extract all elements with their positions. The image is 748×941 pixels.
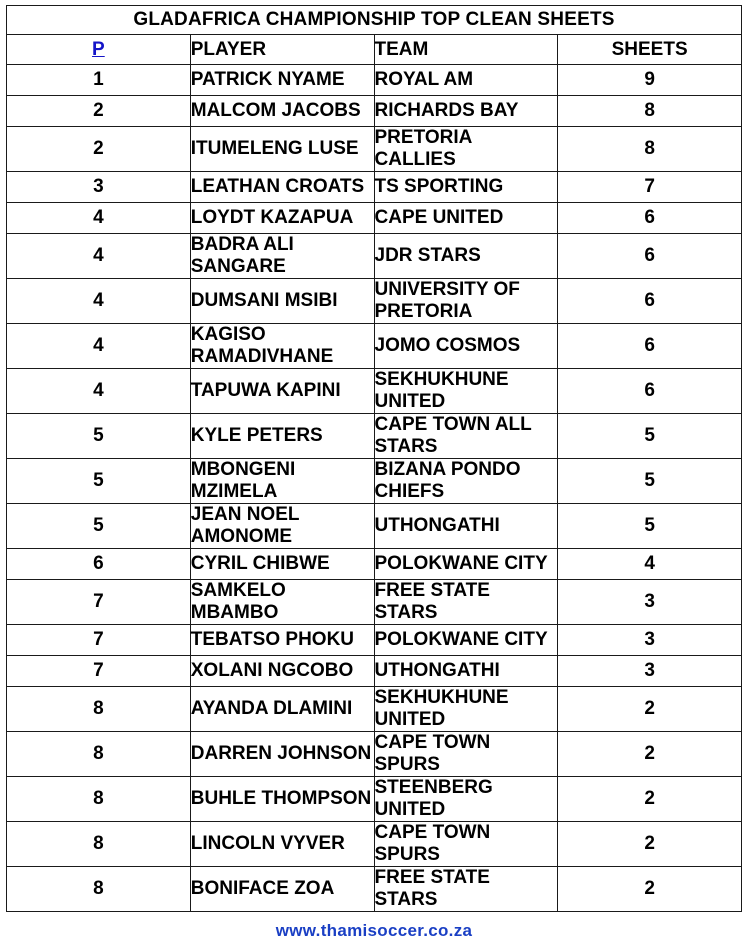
cell-player: TEBATSO PHOKU <box>190 625 374 656</box>
table-row <box>7 822 742 867</box>
cell-sheets: 6 <box>558 279 742 324</box>
table-row <box>7 127 742 172</box>
cell-player: DUMSANI MSIBI <box>190 279 374 324</box>
cell-team: RICHARDS BAY <box>374 96 558 127</box>
cell-position: 3 <box>7 172 191 203</box>
cell-team: CAPE TOWN SPURS <box>374 822 558 867</box>
table-row <box>7 96 742 127</box>
cell-team: UNIVERSITY OF PRETORIA <box>374 279 558 324</box>
page-title: GLADAFRICA CHAMPIONSHIP TOP CLEAN SHEETS <box>7 6 742 35</box>
cell-player: CYRIL CHIBWE <box>190 549 374 580</box>
table-row <box>7 324 742 369</box>
cell-sheets: 6 <box>558 369 742 414</box>
column-header-player: PLAYER <box>190 35 374 65</box>
column-header-team: TEAM <box>374 35 558 65</box>
cell-player: KAGISO RAMADIVHANE <box>190 324 374 369</box>
column-header-position-label: P <box>92 38 105 60</box>
cell-position: 4 <box>7 369 191 414</box>
cell-sheets: 2 <box>558 822 742 867</box>
cell-sheets: 2 <box>558 777 742 822</box>
cell-team: ROYAL AM <box>374 65 558 96</box>
cell-player: PATRICK NYAME <box>190 65 374 96</box>
cell-sheets: 5 <box>558 414 742 459</box>
cell-team: POLOKWANE CITY <box>374 549 558 580</box>
cell-player: BONIFACE ZOA <box>190 867 374 912</box>
source-website-label: www.thamisoccer.co.za <box>275 921 473 940</box>
header-row <box>7 35 742 65</box>
cell-team: CAPE UNITED <box>374 203 558 234</box>
cell-team: POLOKWANE CITY <box>374 625 558 656</box>
cell-player: LOYDT KAZAPUA <box>190 203 374 234</box>
cell-team: CAPE TOWN SPURS <box>374 732 558 777</box>
table-row <box>7 549 742 580</box>
cell-position: 5 <box>7 459 191 504</box>
cell-team: SEKHUKHUNE UNITED <box>374 687 558 732</box>
column-header-position <box>7 35 191 65</box>
cell-position: 4 <box>7 234 191 279</box>
cell-team: PRETORIA CALLIES <box>374 127 558 172</box>
cell-team: FREE STATE STARS <box>374 580 558 625</box>
cell-sheets: 2 <box>558 687 742 732</box>
cell-player: TAPUWA KAPINI <box>190 369 374 414</box>
cell-sheets: 5 <box>558 504 742 549</box>
cell-player: BADRA ALI SANGARE <box>190 234 374 279</box>
cell-position: 5 <box>7 504 191 549</box>
cell-position: 4 <box>7 279 191 324</box>
cell-position: 2 <box>7 96 191 127</box>
table-row <box>7 203 742 234</box>
cell-team: BIZANA PONDO CHIEFS <box>374 459 558 504</box>
cell-position: 7 <box>7 656 191 687</box>
cell-sheets: 6 <box>558 324 742 369</box>
table-row <box>7 777 742 822</box>
table-row <box>7 172 742 203</box>
cell-team: UTHONGATHI <box>374 504 558 549</box>
table-row <box>7 867 742 912</box>
table-row <box>7 656 742 687</box>
cell-player: ITUMELENG LUSE <box>190 127 374 172</box>
cell-sheets: 5 <box>558 459 742 504</box>
table-row <box>7 459 742 504</box>
table-row <box>7 732 742 777</box>
table-row <box>7 65 742 96</box>
cell-team: JOMO COSMOS <box>374 324 558 369</box>
cell-sheets: 6 <box>558 234 742 279</box>
cell-sheets: 7 <box>558 172 742 203</box>
cell-sheets: 2 <box>558 867 742 912</box>
table-row <box>7 625 742 656</box>
cell-player: LEATHAN CROATS <box>190 172 374 203</box>
cell-position: 7 <box>7 625 191 656</box>
cell-team: UTHONGATHI <box>374 656 558 687</box>
cell-team: JDR STARS <box>374 234 558 279</box>
table-row <box>7 414 742 459</box>
cell-sheets: 8 <box>558 127 742 172</box>
cell-sheets: 8 <box>558 96 742 127</box>
cell-position: 8 <box>7 822 191 867</box>
table-row <box>7 369 742 414</box>
table-row <box>7 279 742 324</box>
cell-player: DARREN JOHNSON <box>190 732 374 777</box>
cell-position: 1 <box>7 65 191 96</box>
cell-position: 6 <box>7 549 191 580</box>
cell-sheets: 3 <box>558 656 742 687</box>
cell-player: XOLANI NGCOBO <box>190 656 374 687</box>
cell-position: 5 <box>7 414 191 459</box>
table-row <box>7 504 742 549</box>
cell-sheets: 6 <box>558 203 742 234</box>
clean-sheets-table <box>6 5 742 912</box>
cell-position: 7 <box>7 580 191 625</box>
cell-position: 8 <box>7 732 191 777</box>
cell-position: 8 <box>7 687 191 732</box>
cell-sheets: 2 <box>558 732 742 777</box>
cell-team: STEENBERG UNITED <box>374 777 558 822</box>
cell-team: TS SPORTING <box>374 172 558 203</box>
cell-player: JEAN NOEL AMONOME <box>190 504 374 549</box>
cell-player: BUHLE THOMPSON <box>190 777 374 822</box>
cell-position: 4 <box>7 324 191 369</box>
cell-player: AYANDA DLAMINI <box>190 687 374 732</box>
cell-sheets: 4 <box>558 549 742 580</box>
cell-player: LINCOLN VYVER <box>190 822 374 867</box>
cell-position: 8 <box>7 867 191 912</box>
table-row <box>7 234 742 279</box>
title-row <box>7 6 742 35</box>
table-body <box>7 6 742 912</box>
cell-team: CAPE TOWN ALL STARS <box>374 414 558 459</box>
cell-sheets: 9 <box>558 65 742 96</box>
cell-player: SAMKELO MBAMBO <box>190 580 374 625</box>
cell-sheets: 3 <box>558 625 742 656</box>
cell-team: FREE STATE STARS <box>374 867 558 912</box>
cell-sheets: 3 <box>558 580 742 625</box>
table-row <box>7 580 742 625</box>
column-header-sheets: SHEETS <box>558 35 742 65</box>
cell-position: 8 <box>7 777 191 822</box>
table-row <box>7 687 742 732</box>
cell-position: 4 <box>7 203 191 234</box>
cell-team: SEKHUKHUNE UNITED <box>374 369 558 414</box>
cell-player: MALCOM JACOBS <box>190 96 374 127</box>
cell-player: MBONGENI MZIMELA <box>190 459 374 504</box>
cell-position: 2 <box>7 127 191 172</box>
cell-player: KYLE PETERS <box>190 414 374 459</box>
